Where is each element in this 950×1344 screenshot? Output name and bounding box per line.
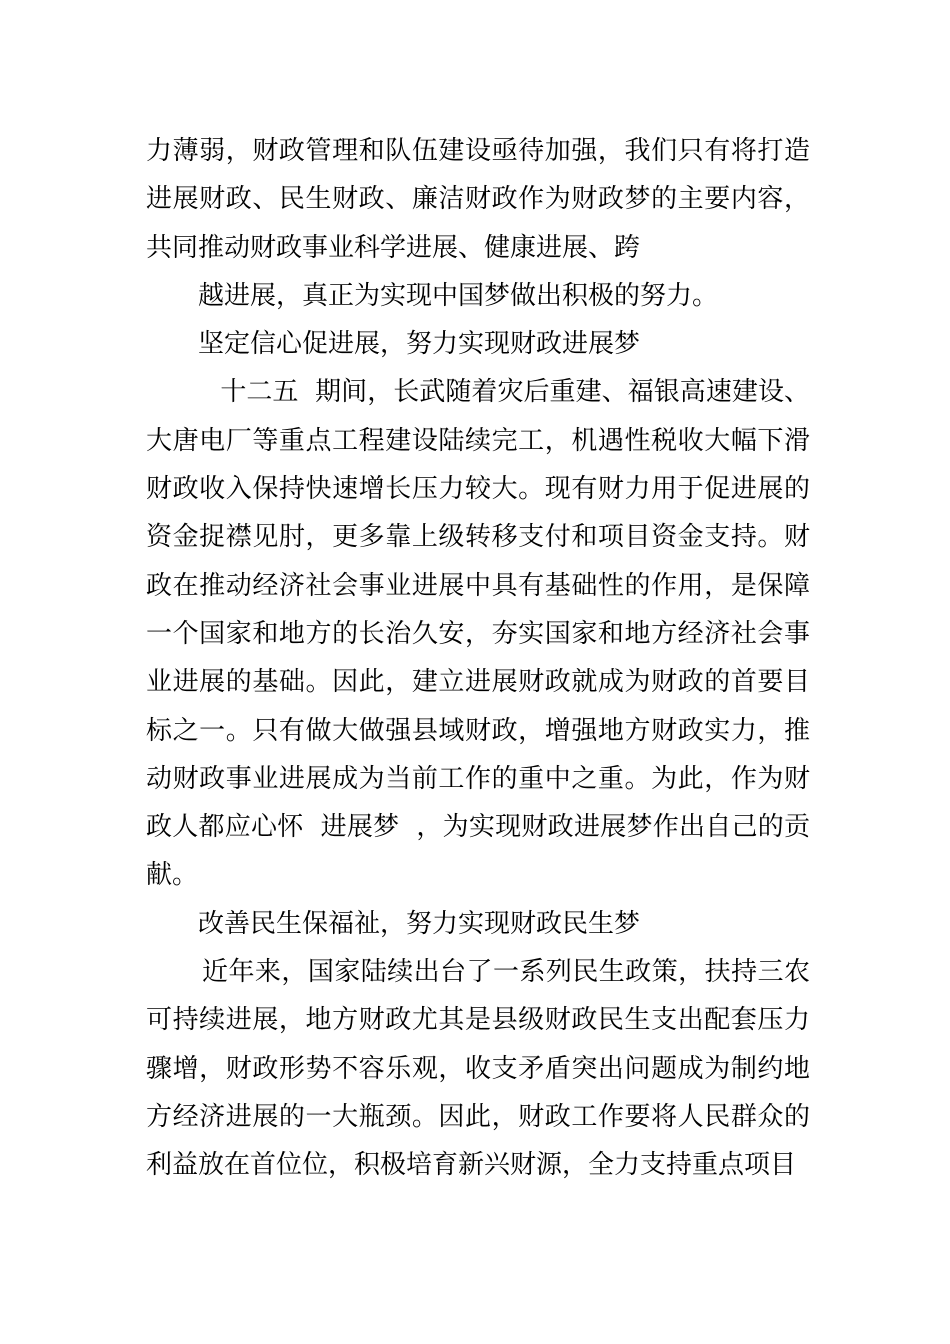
section-heading-livelihood: 改善民生保福祉，努力实现财政民生梦 xyxy=(198,908,641,939)
paragraph-continuation-end: 越进展，真正为实现中国梦做出积极的努力。 xyxy=(198,280,719,311)
paragraph-livelihood: 近年来，国家陆续出台了一系列民生政策，扶持三农可持续进展，地方财政尤其是县级财政民生支出配套压力骤增，财政形势不容乐观，收支矛盾突出问题成为制约地方经济进展的一大瓶颈。因此，财政工作要将人民群众的利益放在首位位，积极培育新兴财源，全力支持重点项目 xyxy=(146,957,810,1181)
paragraph-development: 十二五 期间，长武随着灾后重建、福银高速建设、大唐电厂等重点工程建设陆续完工，机遇性税收大幅下滑财政收入保持快速增长压力较大。现有财力用于促进展的资金捉襟见肘，更多靠上级转移支付和项目资金支持。财政在推动经济社会事业进展中具有基础性的作用，是保障一个国家和地方的长治久安，夯实国家和地方经济社会事业进展的基础。因此，建立进展财政就成为财政的首要目标之一。只有做大做强县域财政，增强地方财政实力，推动财政事业进展成为当前工作的重中之重。为此，作为财政人都应心怀 进展梦 ，为实现财政进展梦作出自己的贡献。 xyxy=(146,377,811,891)
paragraph-continuation: 力薄弱，财政管理和队伍建设亟待加强，我们只有将打造进展财政、民生财政、廉洁财政作为财政梦的主要内容，共同推动财政事业科学进展、健康进展、跨 xyxy=(146,136,810,263)
section-heading-development: 坚定信心促进展，努力实现财政进展梦 xyxy=(198,329,641,360)
document-body xyxy=(146,127,810,1190)
